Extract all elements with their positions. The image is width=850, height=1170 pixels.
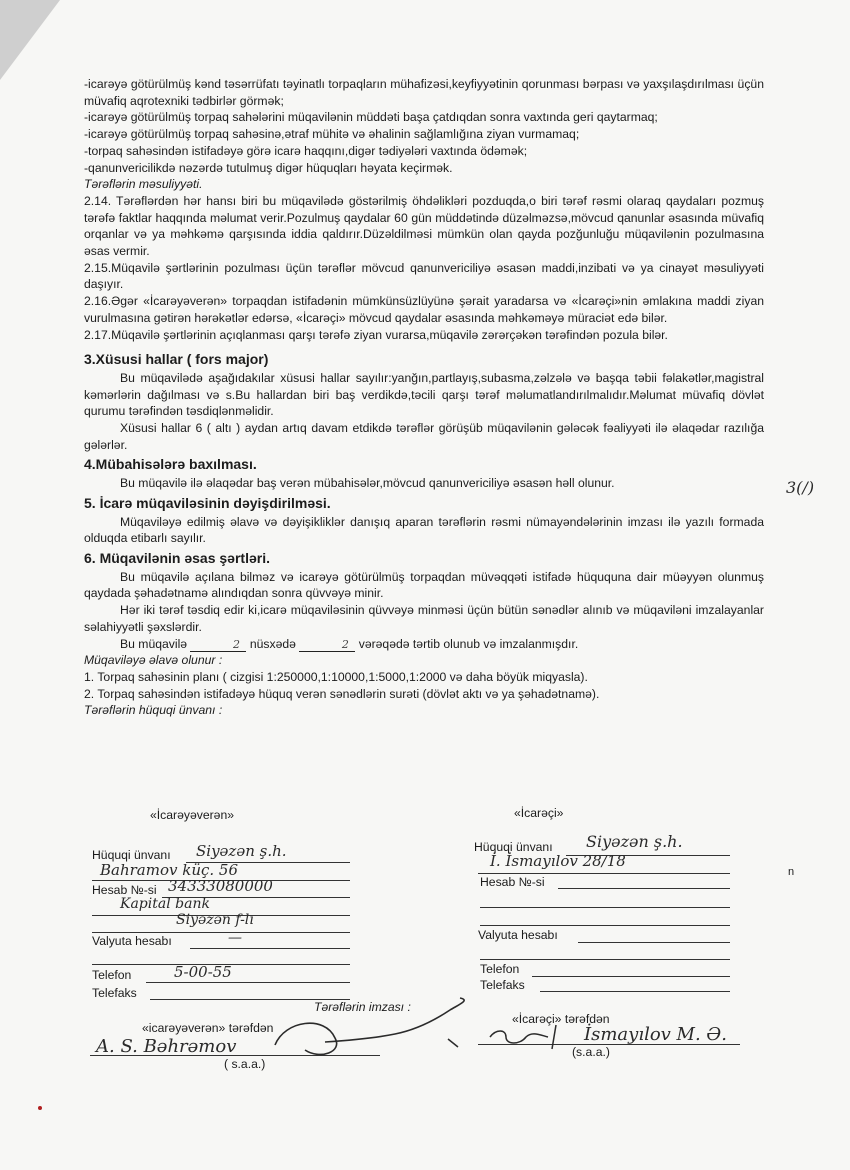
clause-2-16: 2.16.Əgər «İcarəyəverən» torpaqdan istifadənin mümkünsüzlüyünə şərait yaradarsa və «İcarəçi»nin əmlakına maddi ziyan vurulmasına gətirən hərəkətlər edərsə, «İcarəçi» mövcud qaydalar əsasında məhkəməyə müraciət edə bilər.: [84, 294, 764, 325]
obligation-1: -icarəyə götürülmüş kənd təsərrüfatı təyinatlı torpaqların mühafizəsi,keyfiyyətinin qorunması bərpası və yaxşılaşdırılması üçün müvafiq aqrotexniki tədbirlər görmək;: [84, 77, 764, 108]
lessor-account-label: Hesab №-si: [92, 883, 157, 897]
lessee-phone-label: Telefon: [480, 962, 520, 976]
clause-2-14: 2.14. Tərəflərdən hər hansı biri bu müqavilədə göstərilmiş öhdəlikləri pozduqda,o biri tərəf rəsmi olaraq qaydaları pozmuş tərəfə faktlar haqqında məlumat verir.Pozulmuş qaydalar 60 gün müddətində düzəlməzsə,mövcud qanunlar əsasında müvafiq orqanlar və ya məhkəmə qarşısında iddia qaldırır.Düzəldilməsi mümkün olan qayda pozğunluğu müqavilənin pozulmasına əsas vermir.: [84, 193, 764, 259]
lessee-currency-label: Valyuta hesabı: [478, 928, 558, 942]
lessor-address-hw-2: Bahramov küç. 56: [100, 861, 239, 879]
annex-item-1: 1. Torpaq sahəsinin planı ( cizgisi 1:250000,1:10000,1:5000,1:2000 və daha böyük miqyasla).: [84, 669, 588, 684]
annex-item-2: 2. Torpaq sahəsindən istifadəyə hüquq verən sənədlərin surəti (dövlət aktı və ya şəhadətnamə).: [84, 686, 600, 701]
margin-letter: n: [788, 866, 795, 878]
sheets-count-field: 2: [299, 639, 355, 652]
lessor-phone-hw: 5-00-55: [174, 963, 232, 981]
force-major-paragraph-1: Bu müqavilədə aşağıdakılar xüsusi hallar sayılır:yanğın,partlayış,subasma,zəlzələ və başqa təbii fəlakətlər,magistral kəmərlərin dağılması və s.Bu hallardan biri baş verdikdə,təcili qarşı tərəf məlumatlandırılmalıdır.Məlumat müvafiq dövlət qurumu tərəfindən təsdiqlənməlidir.: [84, 370, 764, 419]
addresses-title: Tərəflərin hüquqi ünvanı :: [84, 703, 223, 718]
clause-2-15: 2.15.Müqavilə şərtlərinin pozulması üçün tərəflər mövcud qanunvericiliyə əsasən maddi,inzibati və ya cinayət məsuliyyəti daşıyır.: [84, 260, 764, 292]
lessor-signature-label: «icarəyəverən» tərəfdən: [142, 1021, 274, 1035]
changes-title: 5. İcarə müqaviləsinin dəyişdirilməsi.: [84, 494, 331, 511]
lessee-account-line-2: [480, 907, 730, 908]
lessor-heading: «İcarəyəverən»: [150, 808, 235, 822]
main-terms-paragraph-2: Hər iki tərəf təsdiq edir ki,icarə müqaviləsinin qüvvəyə minməsi üçün bütün sənədlər alınıb və müqaviləni imzalayanlar səlahiyyətli şəxslərdir.: [84, 603, 764, 634]
folded-corner: [0, 0, 60, 80]
copies-count-field: 2: [190, 639, 246, 652]
force-major-paragraph-2: Xüsusi hallar 6 ( altı ) aydan artıq davam etdikdə tərəflər görüşüb müqavilənin gələcək fəaliyyəti ilə əlaqədar razılığa gələrlər.: [84, 421, 764, 452]
lessee-currency-line: [578, 942, 730, 943]
lessee-address-label: Hüquqi ünvanı: [474, 840, 553, 854]
lessee-account-line-3: [480, 925, 730, 926]
annex-label: Müqaviləyə əlavə olunur :: [84, 653, 223, 668]
disputes-paragraph: Bu müqavilə ilə əlaqədar baş verən mübahisələr,mövcud qanunvericiliyə əsasən həll olunur.: [120, 476, 615, 491]
responsibility-caption: Tərəflərin məsuliyyəti.: [84, 177, 203, 192]
signatures-title: Tərəflərin imzası :: [314, 1000, 411, 1014]
lessee-signature-label: «İcarəçi» tərəfdən: [512, 1012, 610, 1026]
lessor-bank-line-2: [92, 932, 350, 933]
lessee-signature-name: İsmayılov M. Ə.: [584, 1024, 727, 1045]
lessor-bank-hw-2: Siyəzən f-lı: [176, 912, 254, 928]
lessee-address-hw-1: Siyəzən ş.h.: [586, 832, 683, 851]
contract-text: [84, 76, 764, 719]
lessee-address-hw-2: İ. İsmayılov 28/18: [490, 852, 626, 870]
lessee-signature-saa: (s.a.a.): [572, 1045, 610, 1059]
copies-post: vərəqədə tərtib olunub və imzalanmışdır.: [358, 636, 579, 651]
force-major-title: 3.Xüsusi hallar ( fors major): [84, 351, 269, 368]
copies-pre: Bu müqavilə: [120, 636, 188, 651]
lessee-account-label: Hesab №-si: [480, 875, 545, 889]
obligation-3: -icarəyə götürülmüş torpaq sahəsinə,ətraf mühitə və əhalinin sağlamlığına ziyan vurmamaq;: [84, 127, 580, 142]
clause-2-17: 2.17.Müqavilə şərtlərinin açıqlanması qarşı tərəfə ziyan vurarsa,müqavilə zərərçəkən tərəfindən pozula bilər.: [84, 327, 668, 342]
lessee-heading: «İcarəçi»: [514, 806, 564, 820]
lessee-phone-line: [532, 976, 730, 977]
changes-paragraph: Müqaviləyə edilmiş əlavə və dəyişikliklər danışıq aparan tərəflərin rəsmi nümayəndələrinin imzası ilə yazılı formada olduqda etibarlı sayılır.: [84, 514, 764, 546]
lessor-fax-label: Telefaks: [92, 986, 137, 1000]
lessor-signature-saa: ( s.a.a.): [224, 1057, 266, 1071]
main-terms-title: 6. Müqavilənin əsas şərtləri.: [84, 549, 270, 566]
margin-handwritten-note: 3(/): [786, 478, 815, 497]
lessee-address-line-2: [478, 873, 730, 874]
lessor-account-hw: 34333080000: [168, 877, 273, 895]
copies-mid: nüsxədə: [249, 636, 296, 651]
lessor-currency-hw: —: [228, 930, 242, 946]
obligation-2: -icarəyə götürülmüş torpaq sahələrini müqavilənin müddəti başa çatdıqdan sonra vaxtında geri qaytarmaq;: [84, 110, 658, 125]
lessor-currency-label: Valyuta hesabı: [92, 934, 172, 948]
copies-line: [84, 636, 764, 653]
lessor-currency-line: [190, 948, 350, 949]
lessor-phone-line: [146, 982, 350, 983]
lessee-currency-line-2: [480, 959, 730, 960]
obligation-5: -qanunvericilikdə nəzərdə tutulmuş digər hüquqları həyata keçirmək.: [84, 160, 453, 175]
lessor-bank-hw-1: Kapital bank: [120, 896, 210, 912]
lessor-signature-name: A. S. Bəhrəmov: [96, 1036, 237, 1057]
ink-dot: [38, 1106, 42, 1110]
main-terms-paragraph-1: Bu müqavilə açılana bilməz və icarəyə götürülmüş torpaqdan müvəqqəti istifadə hüququna dair müəyyən olunmuş qaydada şəhadətnamə alındıqdan sonra qüvvəyə minir.: [84, 569, 764, 601]
disputes-title: 4.Mübahisələrə baxılması.: [84, 456, 257, 473]
lessor-phone-label: Telefon: [92, 968, 132, 982]
obligation-4: -torpaq sahəsindən istifadəyə görə icarə haqqını,digər tədiyələri vaxtında ödəmək;: [84, 143, 528, 158]
lessor-address-hw-1: Siyəzən ş.h.: [196, 842, 287, 860]
lessee-fax-label: Telefaks: [480, 978, 525, 992]
lessor-address-label: Hüquqi ünvanı: [92, 848, 171, 862]
lessee-signature-scribble: [440, 1015, 590, 1055]
lessee-account-line: [558, 888, 730, 889]
lessee-fax-line: [540, 991, 730, 992]
